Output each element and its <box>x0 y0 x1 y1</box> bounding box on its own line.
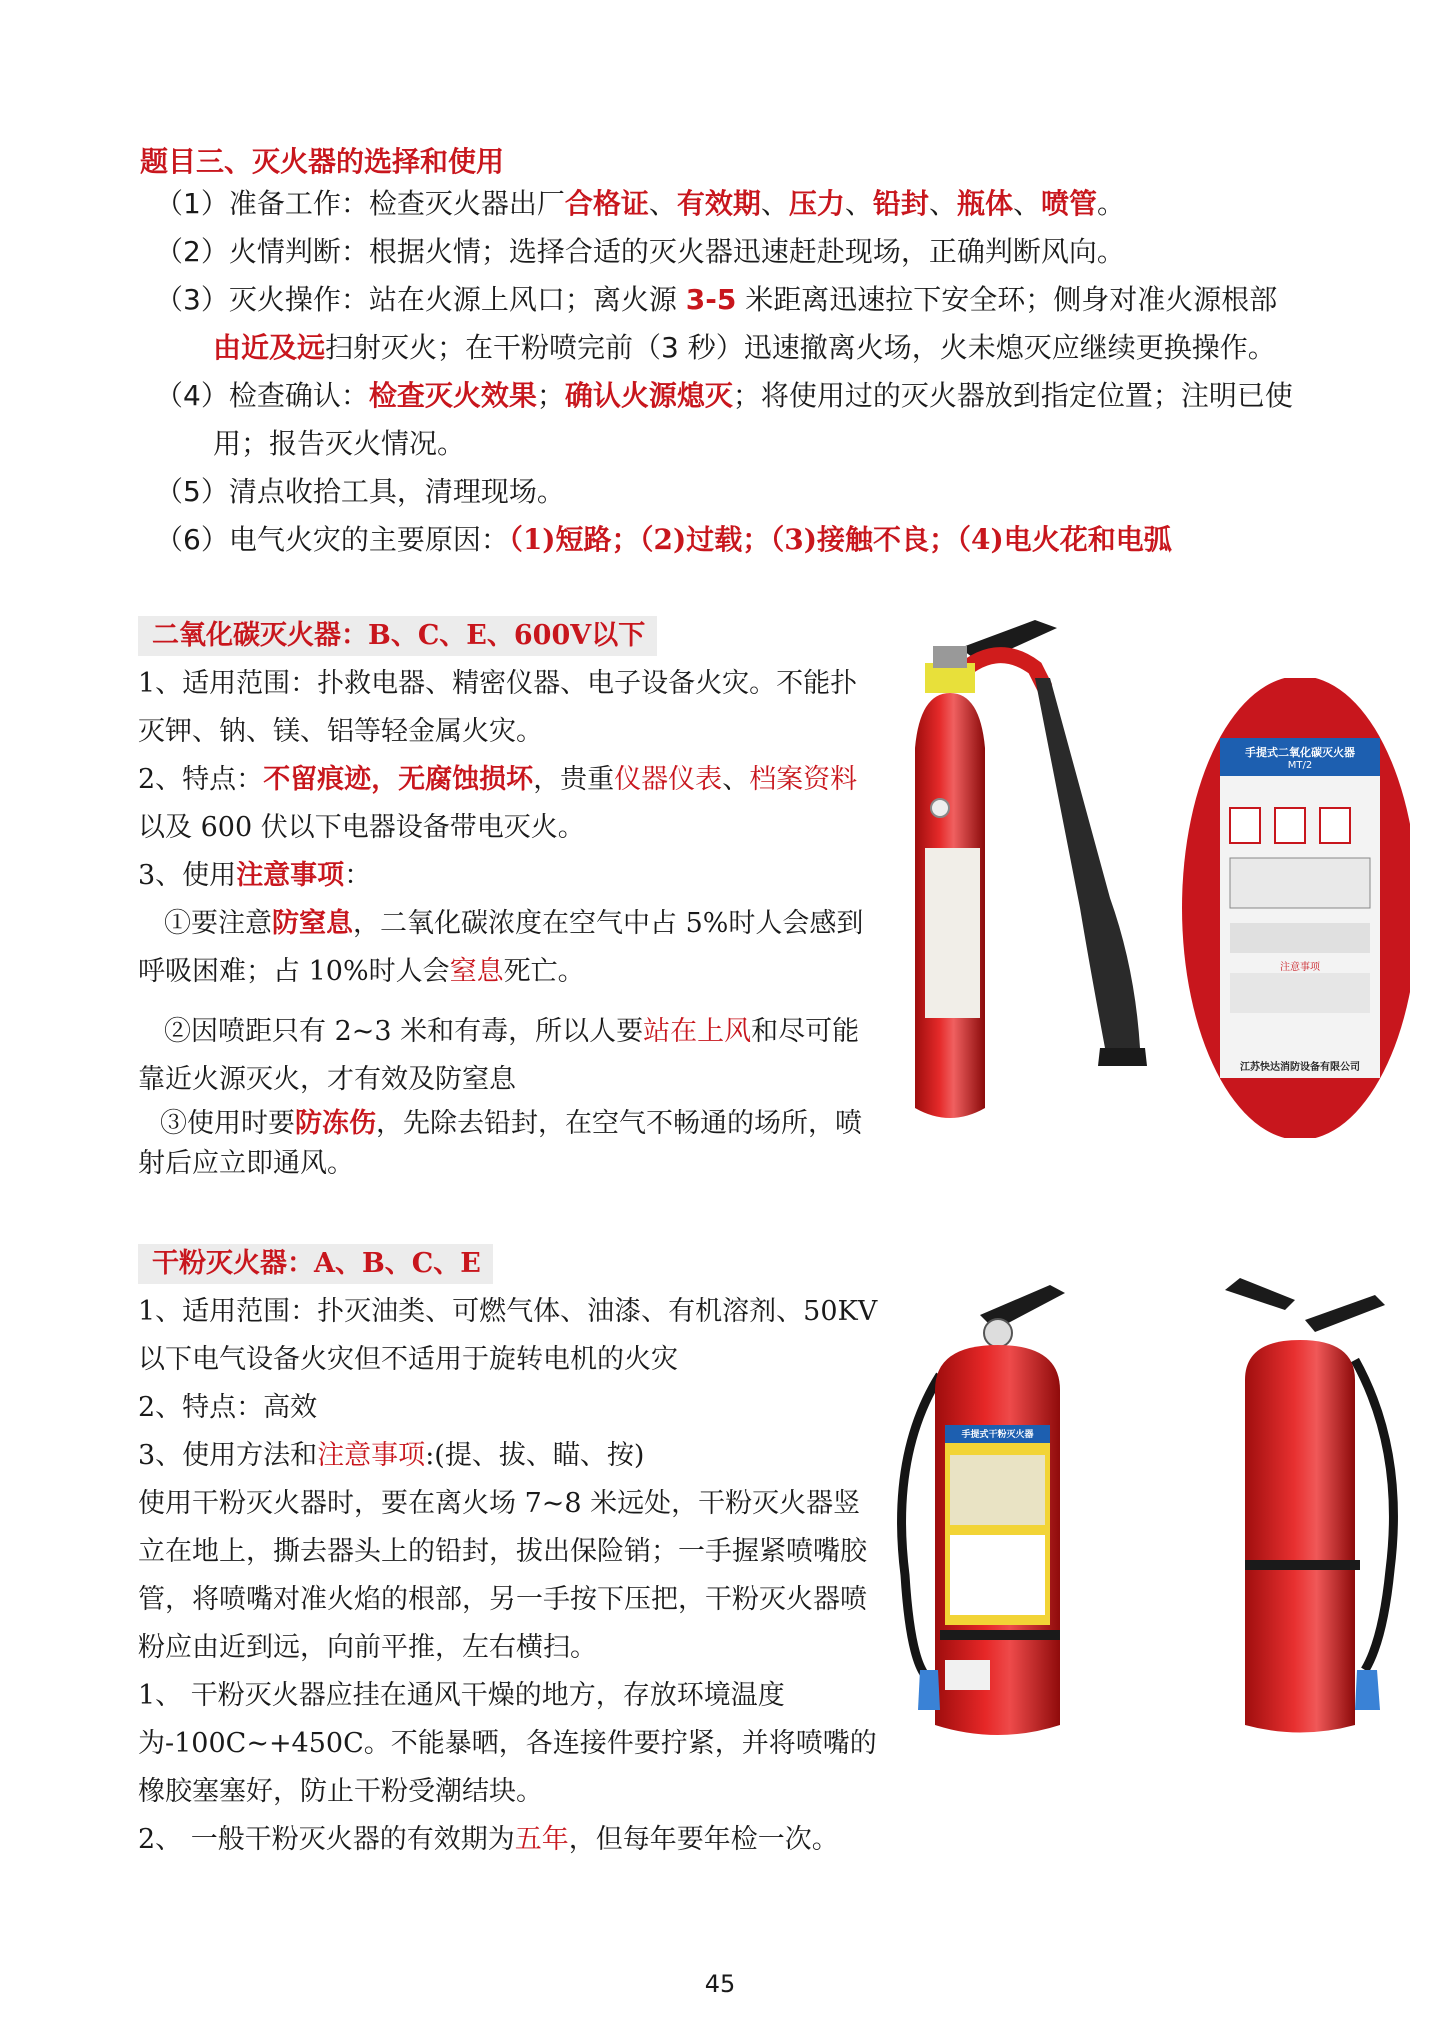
dry-label-title: 手提式干粉灭火器 <box>961 1430 1034 1440</box>
separator: ； <box>536 379 565 412</box>
co2-note-2 <box>138 1008 878 1104</box>
text: 和尽可能靠近火源灭火，才有效及防窒息 <box>138 1016 860 1095</box>
keyword: 铅封 <box>872 187 929 220</box>
dry-extinguisher-front-photo <box>880 1275 1100 1755</box>
step-5 <box>155 468 1335 516</box>
text: 以及 600 伏以下电器设备带电灭火。 <box>138 812 585 843</box>
dry-method-body: 使用干粉灭火器时，要在离火场 7~8 米远处，干粉灭火器竖立在地上，撕去器头上的铅封，拔出保险销；一手握紧喷嘴胶管，将喷嘴对准火焰的根部，另一手按下压把，干粉灭火器喷粉应由近到远，向前平推，左右横扫。 <box>138 1488 867 1663</box>
co2-extinguisher-photo <box>885 608 1180 1138</box>
step-2 <box>155 228 1335 276</box>
keyword: 五年 <box>514 1824 569 1855</box>
text: 3、使用方法和 <box>138 1440 318 1471</box>
keyword: 防窒息 <box>272 908 353 939</box>
keyword: 防冻伤 <box>295 1108 376 1139</box>
separator: 、 <box>844 187 873 220</box>
keyword: 确认火源熄灭 <box>564 379 733 412</box>
text: 3、使用 <box>138 860 237 891</box>
co2-label-photo <box>1180 678 1410 1138</box>
step-text: （3）灭火操作：站在火源上风口；离火源 <box>155 283 686 316</box>
step-text: （2）火情判断：根据火情；选择合适的灭火器迅速赶赴现场，正确判断风向。 <box>155 235 1125 268</box>
dry-extinguisher-back-photo <box>1215 1270 1415 1750</box>
step-text: 米距离迅速拉下安全环；侧身对准火源根部 <box>736 283 1278 316</box>
dry-storage: 1、 干粉灭火器应挂在通风干燥的地方，存放环境温度为-100C~+450C。不能暴晒，各连接件要拧紧，并将喷嘴的橡胶塞塞好，防止干粉受潮结块。 <box>138 1680 877 1807</box>
co2-label-title: 手提式二氧化碳灭火器 <box>1245 746 1355 759</box>
step-text: （5）清点收拾工具，清理现场。 <box>155 475 565 508</box>
separator: 。 <box>1097 187 1126 220</box>
separator: 、 <box>648 187 677 220</box>
co2-title: 二氧化碳灭火器： <box>152 620 368 651</box>
text: ，二氧化碳浓度在空气中占 5%时人会感到呼吸困难；占 10%时人会 <box>138 908 864 987</box>
step-text: ；将使用过的灭火器放到指定位置；注明已使 <box>732 379 1293 412</box>
co2-note-3 <box>138 1104 878 1184</box>
dry-method-head <box>138 1432 878 1480</box>
keyword: 仪器仪表 <box>614 764 723 795</box>
text: :(提、拔、瞄、按) <box>425 1440 645 1471</box>
co2-label-notice: 注意事项 <box>1280 962 1320 973</box>
co2-scope: 1、适用范围：扑救电器、精密仪器、电子设备火灾。不能扑灭钾、钠、镁、铝等轻金属火灾。 <box>138 668 858 747</box>
keyword: 站在上风 <box>643 1016 752 1047</box>
step-text: 扫射灭火；在干粉喷完前（3 秒）迅速撤离火场，火未熄灭应继续更换操作。 <box>325 331 1276 364</box>
keyword: 有效期 <box>676 187 761 220</box>
text: 、 <box>722 764 750 795</box>
separator: 、 <box>760 187 789 220</box>
co2-features <box>138 756 878 852</box>
dry-scope: 1、适用范围：扑灭油类、可燃气体、油漆、有机溶剂、50KV 以下电气设备火灾但不适用于旋转电机的火灾 <box>138 1296 878 1375</box>
text: ，但每年要年检一次。 <box>568 1824 839 1855</box>
section-title: 题目三、灭火器的选择和使用 <box>140 145 505 178</box>
dry-title-bar <box>138 1244 493 1284</box>
co2-classes: B、C、E、600V以下 <box>368 620 646 651</box>
text: 死亡。 <box>503 956 585 987</box>
dry-features: 2、特点：高效 <box>138 1392 318 1423</box>
step-text: （1）准备工作：检查灭火器出厂 <box>155 187 565 220</box>
keyword: 窒息 <box>449 956 504 987</box>
co2-notes-head <box>138 852 878 900</box>
text: 2、特点： <box>138 764 264 795</box>
step-text: 用；报告灭火情况。 <box>213 427 466 460</box>
keyword: 瓶体 <box>956 187 1013 220</box>
keyword: 喷管 <box>1040 187 1097 220</box>
keyword: 档案资料 <box>749 764 858 795</box>
text: 2、 一般干粉灭火器的有效期为 <box>138 1824 515 1855</box>
step-text: （4）检查确认： <box>155 379 369 412</box>
keyword: 注意事项 <box>317 1440 426 1471</box>
separator: 、 <box>928 187 957 220</box>
text: ②因喷距只有 2~3 米和有毒，所以人要 <box>164 1016 644 1047</box>
keyword: 压力 <box>788 187 845 220</box>
step-4 <box>155 372 1335 468</box>
text: ： <box>344 860 372 891</box>
co2-label-model: MT/2 <box>1287 760 1313 771</box>
co2-note-1 <box>138 900 878 996</box>
step-1 <box>155 180 1335 228</box>
co2-section <box>138 612 878 1184</box>
dry-section <box>138 1240 878 1864</box>
step-text: （6）电气火灾的主要原因： <box>155 523 509 556</box>
keyword: 3-5 <box>685 283 737 316</box>
separator: 、 <box>1012 187 1041 220</box>
keyword: 由近及远 <box>213 331 326 364</box>
keyword: （1)短路；（2)过载；（3)接触不良；（4)电火花和电弧 <box>508 523 1172 556</box>
text: ，贵重 <box>533 764 615 795</box>
dry-title: 干粉灭火器： <box>152 1248 314 1279</box>
keyword: 合格证 <box>564 187 649 220</box>
text: ①要注意 <box>164 908 272 939</box>
co2-title-bar <box>138 616 657 656</box>
co2-label-company: 江苏快达消防设备有限公司 <box>1240 1062 1360 1073</box>
text: ，先除去铅封，在空气不畅通的场所，喷射后应立即通风。 <box>138 1108 862 1179</box>
step-3 <box>155 276 1335 372</box>
keyword: 注意事项 <box>236 860 345 891</box>
dry-validity <box>138 1816 878 1864</box>
step-6 <box>155 516 1335 564</box>
keyword: 检查灭火效果 <box>368 379 537 412</box>
dry-classes: A、B、C、E <box>314 1248 481 1279</box>
text: ③使用时要 <box>160 1108 295 1139</box>
page-number: 45 <box>704 1970 736 1998</box>
keyword: 不留痕迹，无腐蚀损坏 <box>263 764 534 795</box>
